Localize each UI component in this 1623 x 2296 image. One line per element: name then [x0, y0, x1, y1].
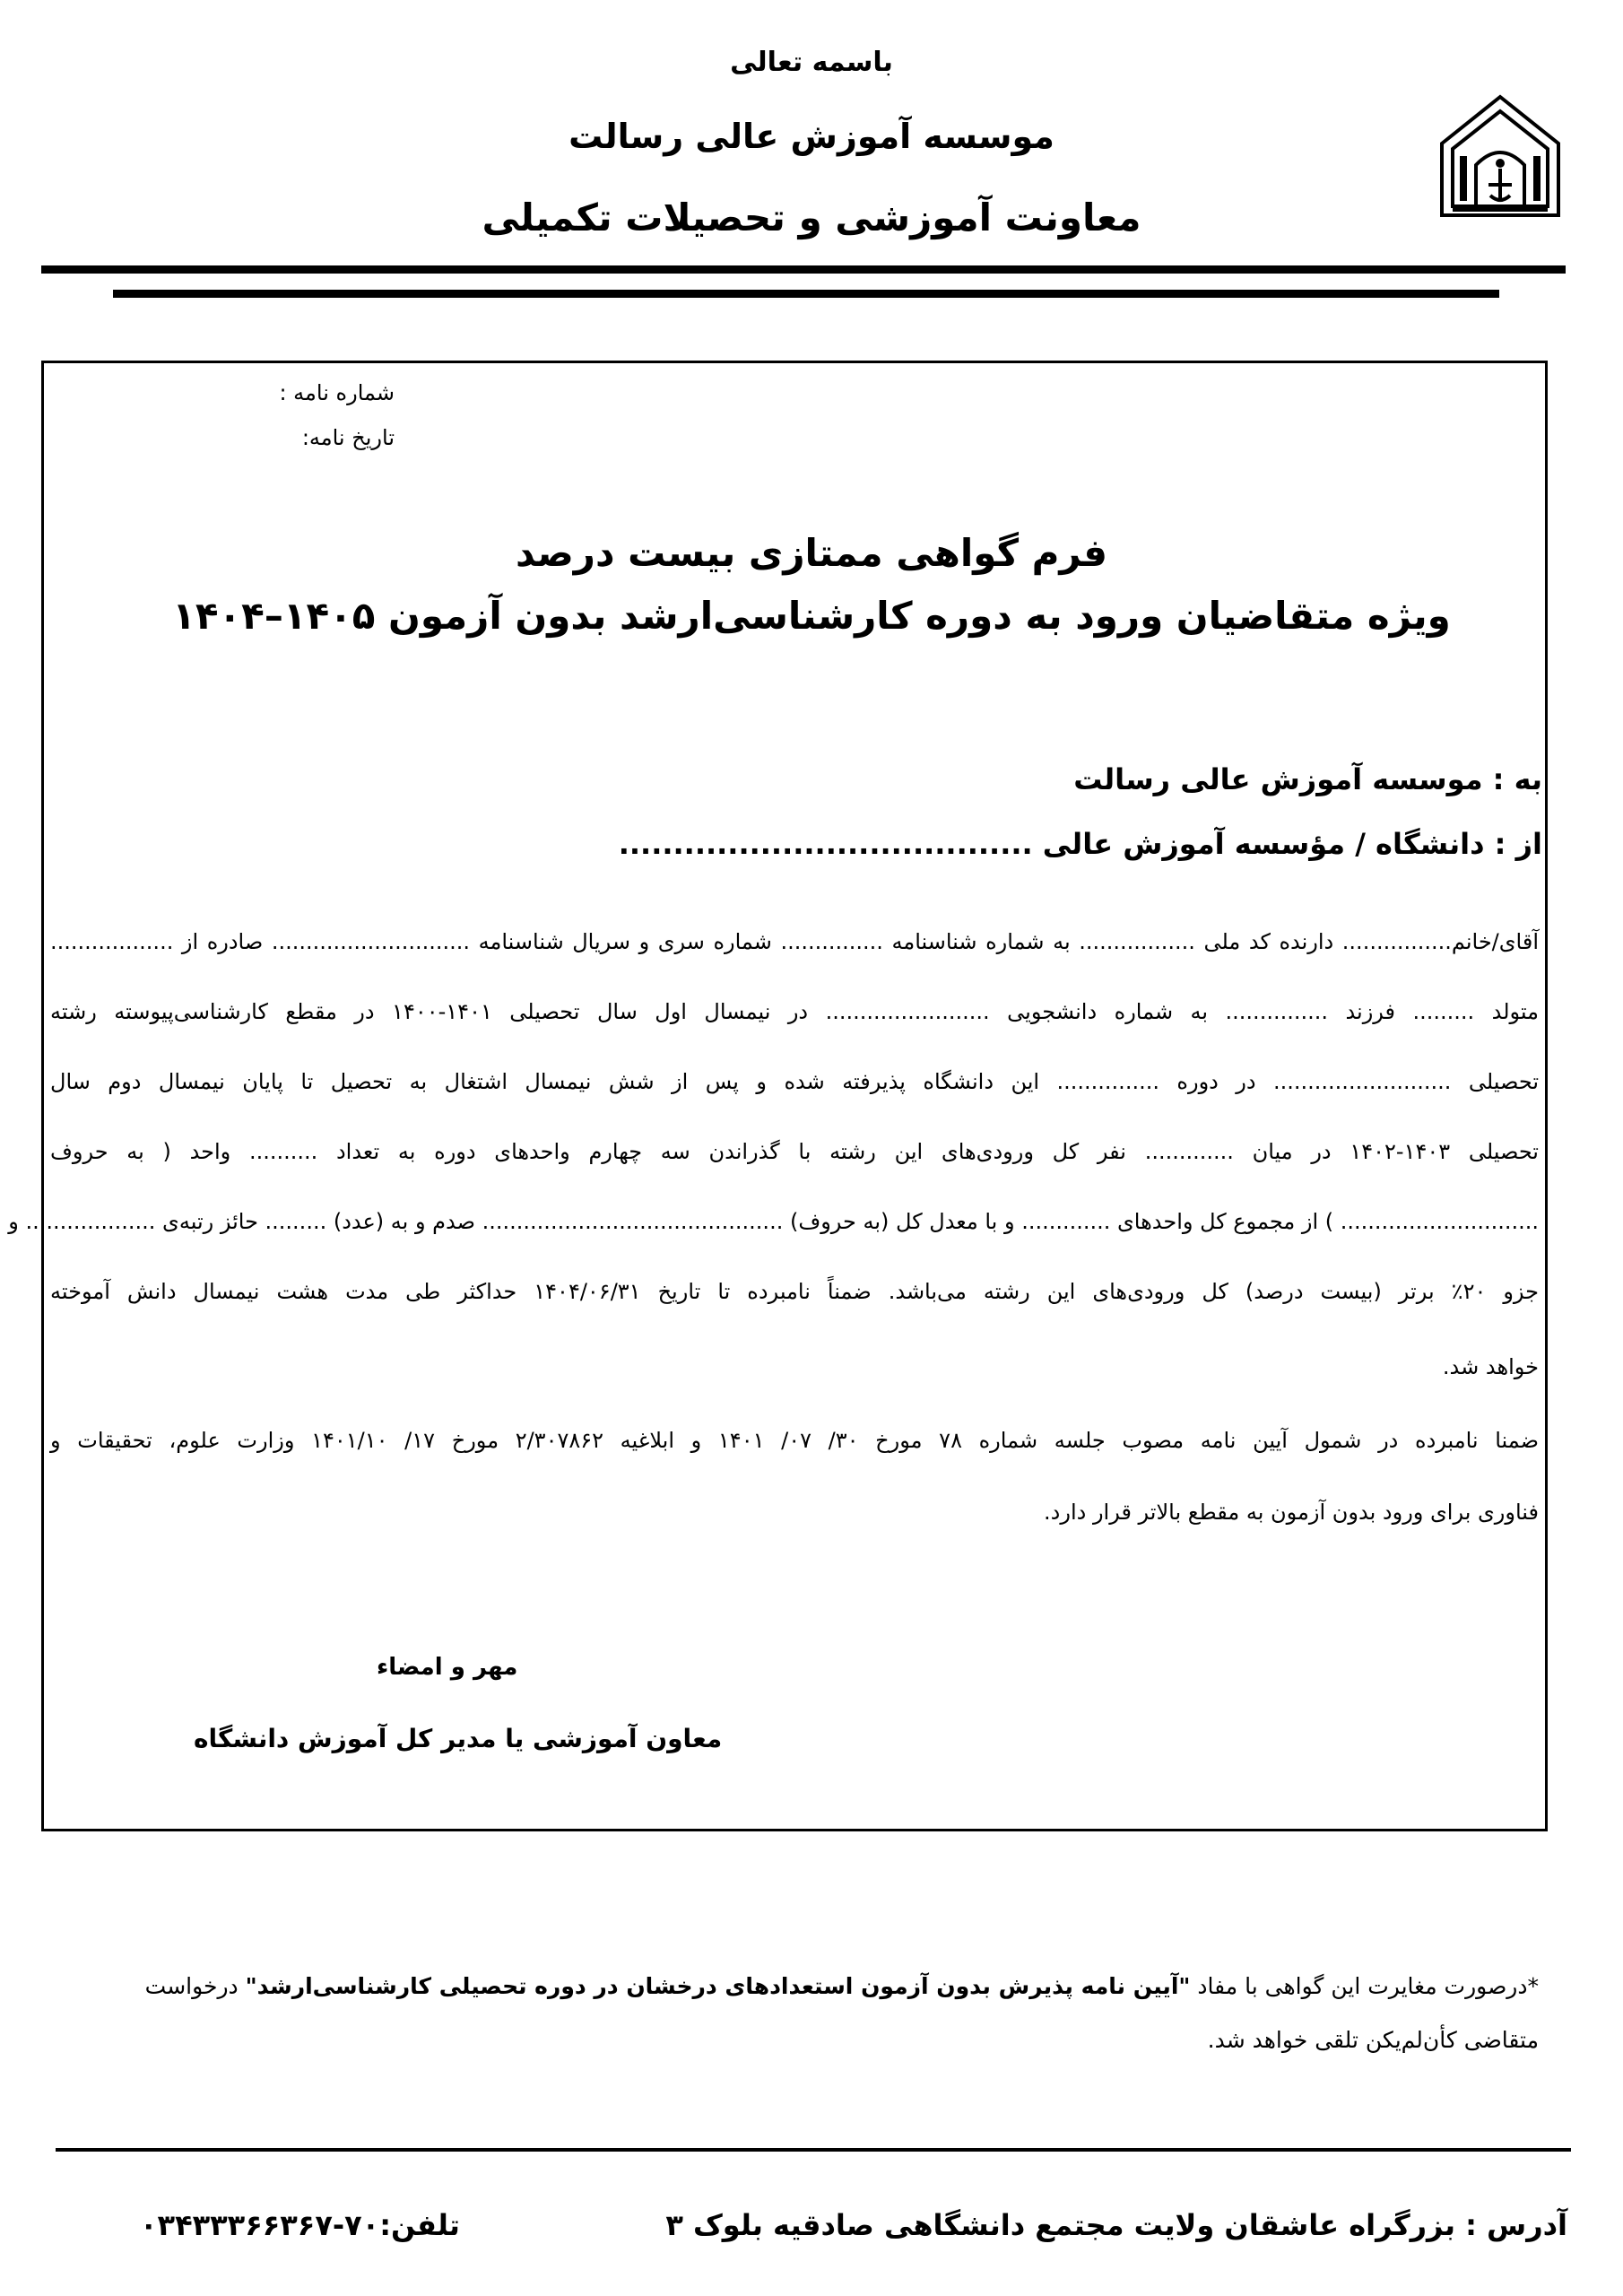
body-line: ضمنا نامبرده در شمول آیین نامه مصوب جلسه شماره ۷۸ مورخ ۳۰/ ۰۷/ ۱۴۰۱ و ابلاغیه ۲/۳۰۷۸۶۲ مورخ ۱۷/ ۱۴۰۱/۱۰ وزارت علوم، تحقیقات و [50, 1428, 1540, 1453]
body-line: فناوری برای ورود بدون آزمون به مقطع بالاتر قرار دارد. [1044, 1500, 1539, 1525]
form-title: فرم گواهی ممتازی بیست درصد [515, 531, 1108, 575]
recipient-line: به : موسسه آموزش عالی رسالت [1073, 762, 1542, 796]
body-line: ............................. ) از مجموع کل واحدهای ............. و با معدل کل (به حروف) ............................................ صدم و به (عدد) ......... حائز رتبه‌ی ................... و [8, 1209, 1539, 1234]
stamp-signature-label: مهر و امضاء [377, 1654, 518, 1681]
footer-rule [56, 2148, 1571, 2152]
sender-line: از : دانشگاه / مؤسسه آموزش عالی ...................................... [618, 827, 1542, 861]
footer-phone: تلفن:۷۰-۰۳۴۳۳۳۶۶۳۶۷ [140, 2208, 460, 2242]
signer-title: معاون آموزشی یا مدیر کل آموزش دانشگاه [194, 1724, 723, 1753]
body-line: تحصیلی ۱۴۰۳-۱۴۰۲ در میان ............. نفر کل ورودی‌های این رشته با گذراندن سه چهارم واحدهای دوره به تعداد .......... واحد ( به حروف [50, 1139, 1539, 1164]
footnote-line: متقاضی کأن‌لم‌یکن تلقی خواهد شد. [1207, 2027, 1539, 2053]
footnote-line [50, 1973, 1539, 1999]
form-subtitle: ویژه متقاضیان ورود به دوره کارشناسی‌ارشد بدون آزمون ۱۴۰۵–۱۴۰۴ [172, 594, 1451, 638]
footer-address: آدرس : بزرگراه عاشقان ولایت مجتمع دانشگاهی صادقیه بلوک ۳ [665, 2208, 1567, 2242]
form-frame [8, 361, 1548, 1831]
institute-name: موسسه آموزش عالی رسالت [568, 117, 1055, 156]
header-rule-thick [41, 265, 1566, 274]
bismillah-heading: باسمه تعالی [730, 47, 893, 78]
department-name: معاونت آموزشی و تحصیلات تکمیلی [482, 196, 1141, 239]
letter-number-label: شماره نامه : [279, 380, 395, 405]
footnote-prefix: *درصورت مغایرت این گواهی با مفاد [1190, 1973, 1539, 1999]
institute-logo-icon [1433, 90, 1567, 224]
footnote-suffix: درخواست [144, 1973, 246, 1999]
body-line: جزو ۲۰٪ برتر (بیست درصد) کل ورودی‌های این رشته می‌باشد. ضمناً نامبرده تا تاریخ ۱۴۰۴/۰۶/۳۱ حداکثر طی مدت هشت نیمسال دانش آموخته [50, 1279, 1540, 1304]
body-line: آقای/خانم................ دارنده کد ملی ................. به شماره شناسنامه ............... شماره سری و سریال شناسنامه ............................. صادره از .................. [50, 929, 1539, 954]
footnote-regulation-title: "آیین نامه پذیرش بدون آزمون استعدادهای درخشان در دوره تحصیلی کارشناسی‌ارشد" [245, 1973, 1191, 1999]
body-line: خواهد شد. [1442, 1354, 1539, 1379]
body-line: متولد ......... فرزند ............... به شماره دانشجویی ........................ در نیمسال اول سال تحصیلی ۱۴۰۱-۱۴۰۰ در مقطع کارشناسی‌پیوسته رشته [50, 999, 1540, 1024]
header-rule-thin [113, 290, 1499, 298]
letter-date-label: تاریخ نامه: [301, 425, 395, 450]
body-line: تحصیلی .......................... در دوره ............... این دانشگاه پذیرفته شده و پس از شش نیمسال اشتغال به تحصیل تا پایان نیمسال دوم سال [50, 1069, 1539, 1094]
